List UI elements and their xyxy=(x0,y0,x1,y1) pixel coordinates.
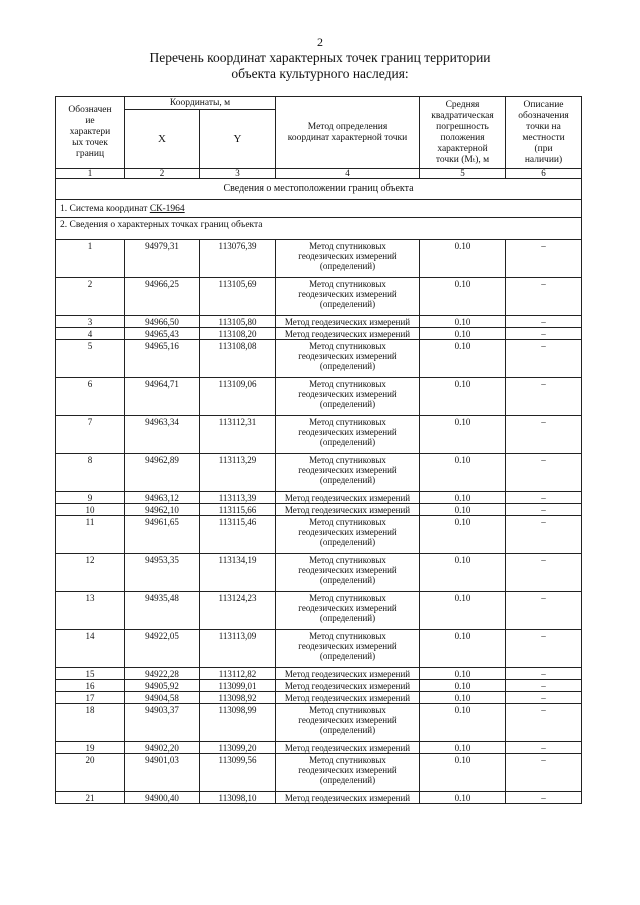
method-cell: Метод геодезических измерений xyxy=(276,328,420,340)
table-row xyxy=(56,454,582,492)
coordinate-system-cell xyxy=(56,200,582,218)
coordinate-system-row xyxy=(56,200,582,218)
method-cell: Метод спутниковых геодезических измерений (определений) xyxy=(276,454,420,492)
error-cell: 0.10 xyxy=(420,416,506,454)
points-header: 2. Сведения о характерных точках границ объекта xyxy=(56,218,582,240)
error-cell: 0.10 xyxy=(420,378,506,416)
x-coordinate-cell: 94903,37 xyxy=(125,704,200,742)
description-cell: – xyxy=(506,742,582,754)
point-number-cell: 8 xyxy=(56,454,125,492)
method-cell: Метод спутниковых геодезических измерений (определений) xyxy=(276,516,420,554)
description-cell: – xyxy=(506,240,582,278)
coordinate-system-name: СК-1964 xyxy=(149,203,185,214)
table-row xyxy=(56,668,582,680)
method-cell: Метод геодезических измерений xyxy=(276,692,420,704)
col-x-header: X xyxy=(125,110,200,169)
method-cell: Метод геодезических измерений xyxy=(276,742,420,754)
y-coordinate-cell: 113134,19 xyxy=(200,554,276,592)
y-coordinate-cell: 113109,06 xyxy=(200,378,276,416)
page-number: 2 xyxy=(317,35,323,49)
y-coordinate-cell: 113113,09 xyxy=(200,630,276,668)
description-cell: – xyxy=(506,328,582,340)
section-header: Сведения о местоположении границ объекта xyxy=(56,179,582,200)
error-cell: 0.10 xyxy=(420,692,506,704)
x-coordinate-cell: 94963,34 xyxy=(125,416,200,454)
table-row xyxy=(56,504,582,516)
table-row xyxy=(56,704,582,742)
y-coordinate-cell: 113099,20 xyxy=(200,742,276,754)
table-row xyxy=(56,240,582,278)
method-cell: Метод спутниковых геодезических измерений (определений) xyxy=(276,704,420,742)
x-coordinate-cell: 94901,03 xyxy=(125,754,200,792)
table-row xyxy=(56,680,582,692)
method-cell: Метод геодезических измерений xyxy=(276,504,420,516)
table-row xyxy=(56,630,582,668)
method-cell: Метод геодезических измерений xyxy=(276,792,420,804)
x-coordinate-cell: 94962,89 xyxy=(125,454,200,492)
point-number-cell: 18 xyxy=(56,704,125,742)
table-row xyxy=(56,316,582,328)
x-coordinate-cell: 94966,50 xyxy=(125,316,200,328)
x-coordinate-cell: 94904,58 xyxy=(125,692,200,704)
method-cell: Метод спутниковых геодезических измерений (определений) xyxy=(276,416,420,454)
y-coordinate-cell: 113076,39 xyxy=(200,240,276,278)
y-coordinate-cell: 113115,46 xyxy=(200,516,276,554)
table-row xyxy=(56,742,582,754)
point-number-cell: 11 xyxy=(56,516,125,554)
table-row xyxy=(56,278,582,316)
y-coordinate-cell: 113108,08 xyxy=(200,340,276,378)
point-number-cell: 10 xyxy=(56,504,125,516)
col-designation-header: Обозначен ие характери ых точек границ xyxy=(56,97,125,169)
method-cell: Метод геодезических измерений xyxy=(276,316,420,328)
x-coordinate-cell: 94965,16 xyxy=(125,340,200,378)
description-cell: – xyxy=(506,454,582,492)
point-number-cell: 9 xyxy=(56,492,125,504)
table-row xyxy=(56,340,582,378)
point-number-cell: 13 xyxy=(56,592,125,630)
point-number-cell: 16 xyxy=(56,680,125,692)
col-method-header: Метод определения координат характерной точки xyxy=(276,97,420,169)
point-number-cell: 20 xyxy=(56,754,125,792)
error-cell: 0.10 xyxy=(420,240,506,278)
x-coordinate-cell: 94961,65 xyxy=(125,516,200,554)
y-coordinate-cell: 113098,99 xyxy=(200,704,276,742)
method-cell: Метод геодезических измерений xyxy=(276,492,420,504)
point-number-cell: 6 xyxy=(56,378,125,416)
description-cell: – xyxy=(506,668,582,680)
error-cell: 0.10 xyxy=(420,554,506,592)
y-coordinate-cell: 113112,31 xyxy=(200,416,276,454)
table-row xyxy=(56,416,582,454)
description-cell: – xyxy=(506,504,582,516)
y-coordinate-cell: 113099,56 xyxy=(200,754,276,792)
method-cell: Метод спутниковых геодезических измерений (определений) xyxy=(276,240,420,278)
table-row xyxy=(56,328,582,340)
point-number-cell: 1 xyxy=(56,240,125,278)
column-number-row xyxy=(56,169,582,179)
x-coordinate-cell: 94935,48 xyxy=(125,592,200,630)
error-cell: 0.10 xyxy=(420,630,506,668)
error-cell: 0.10 xyxy=(420,316,506,328)
description-cell: – xyxy=(506,630,582,668)
table-row xyxy=(56,492,582,504)
y-coordinate-cell: 113105,69 xyxy=(200,278,276,316)
point-number-cell: 21 xyxy=(56,792,125,804)
description-cell: – xyxy=(506,340,582,378)
table-row xyxy=(56,754,582,792)
method-cell: Метод геодезических измерений xyxy=(276,668,420,680)
point-number-cell: 7 xyxy=(56,416,125,454)
table-row xyxy=(56,592,582,630)
y-coordinate-cell: 113124,23 xyxy=(200,592,276,630)
table-row xyxy=(56,692,582,704)
description-cell: – xyxy=(506,592,582,630)
description-cell: – xyxy=(506,792,582,804)
page-title-line-1: Перечень координат характерных точек границ территории xyxy=(149,50,491,65)
x-coordinate-cell: 94922,05 xyxy=(125,630,200,668)
point-number-cell: 19 xyxy=(56,742,125,754)
description-cell: – xyxy=(506,416,582,454)
error-cell: 0.10 xyxy=(420,278,506,316)
method-cell: Метод спутниковых геодезических измерений (определений) xyxy=(276,754,420,792)
y-coordinate-cell: 113113,29 xyxy=(200,454,276,492)
section-header-row xyxy=(56,179,582,200)
description-cell: – xyxy=(506,704,582,742)
x-coordinate-cell: 94963,12 xyxy=(125,492,200,504)
error-cell: 0.10 xyxy=(420,792,506,804)
description-cell: – xyxy=(506,378,582,416)
y-coordinate-cell: 113098,92 xyxy=(200,692,276,704)
points-header-row xyxy=(56,218,582,240)
description-cell: – xyxy=(506,692,582,704)
description-cell: – xyxy=(506,492,582,504)
col-y-header: Y xyxy=(200,110,276,169)
description-cell: – xyxy=(506,754,582,792)
y-coordinate-cell: 113098,10 xyxy=(200,792,276,804)
point-number-cell: 5 xyxy=(56,340,125,378)
description-cell: – xyxy=(506,554,582,592)
method-cell: Метод спутниковых геодезических измерений (определений) xyxy=(276,630,420,668)
x-coordinate-cell: 94965,43 xyxy=(125,328,200,340)
error-cell: 0.10 xyxy=(420,328,506,340)
point-number-cell: 2 xyxy=(56,278,125,316)
y-coordinate-cell: 113115,66 xyxy=(200,504,276,516)
x-coordinate-cell: 94962,10 xyxy=(125,504,200,516)
column-number: 4 xyxy=(276,169,420,179)
column-number: 6 xyxy=(506,169,582,179)
column-number: 1 xyxy=(56,169,125,179)
y-coordinate-cell: 113113,39 xyxy=(200,492,276,504)
x-coordinate-cell: 94905,92 xyxy=(125,680,200,692)
method-cell: Метод спутниковых геодезических измерений (определений) xyxy=(276,554,420,592)
column-number: 2 xyxy=(125,169,200,179)
point-number-cell: 14 xyxy=(56,630,125,668)
table-row xyxy=(56,554,582,592)
page-title xyxy=(0,50,640,82)
x-coordinate-cell: 94953,35 xyxy=(125,554,200,592)
col-coords-header: Координаты, м xyxy=(125,97,276,110)
column-header-row xyxy=(56,97,582,110)
y-coordinate-cell: 113108,20 xyxy=(200,328,276,340)
error-cell: 0.10 xyxy=(420,680,506,692)
error-cell: 0.10 xyxy=(420,754,506,792)
table-row xyxy=(56,792,582,804)
x-coordinate-cell: 94922,28 xyxy=(125,668,200,680)
error-cell: 0.10 xyxy=(420,340,506,378)
col-description-header: Описание обозначения точки на местности (при наличии) xyxy=(506,97,582,169)
point-number-cell: 12 xyxy=(56,554,125,592)
error-cell: 0.10 xyxy=(420,668,506,680)
point-number-cell: 15 xyxy=(56,668,125,680)
x-coordinate-cell: 94979,31 xyxy=(125,240,200,278)
method-cell: Метод спутниковых геодезических измерений (определений) xyxy=(276,278,420,316)
x-coordinate-cell: 94900,40 xyxy=(125,792,200,804)
column-number: 3 xyxy=(200,169,276,179)
description-cell: – xyxy=(506,278,582,316)
description-cell: – xyxy=(506,316,582,328)
y-coordinate-cell: 113105,80 xyxy=(200,316,276,328)
error-cell: 0.10 xyxy=(420,454,506,492)
point-number-cell: 17 xyxy=(56,692,125,704)
x-coordinate-cell: 94966,25 xyxy=(125,278,200,316)
coordinates-table xyxy=(55,96,582,804)
table-body xyxy=(56,240,582,804)
error-cell: 0.10 xyxy=(420,704,506,742)
description-cell: – xyxy=(506,516,582,554)
column-number: 5 xyxy=(420,169,506,179)
x-coordinate-cell: 94902,20 xyxy=(125,742,200,754)
error-cell: 0.10 xyxy=(420,492,506,504)
method-cell: Метод спутниковых геодезических измерений (определений) xyxy=(276,378,420,416)
table-row xyxy=(56,378,582,416)
y-coordinate-cell: 113099,01 xyxy=(200,680,276,692)
method-cell: Метод спутниковых геодезических измерений (определений) xyxy=(276,592,420,630)
col-error-header: Средняя квадратическая погрешность положения характерной точки (Mₜ), м xyxy=(420,97,506,169)
y-coordinate-cell: 113112,82 xyxy=(200,668,276,680)
coordinate-system-label: 1. Система координат xyxy=(60,203,150,214)
description-cell: – xyxy=(506,680,582,692)
point-number-cell: 3 xyxy=(56,316,125,328)
error-cell: 0.10 xyxy=(420,516,506,554)
x-coordinate-cell: 94964,71 xyxy=(125,378,200,416)
error-cell: 0.10 xyxy=(420,504,506,516)
table-row xyxy=(56,516,582,554)
page-title-line-2: объекта культурного наследия: xyxy=(231,66,409,81)
method-cell: Метод геодезических измерений xyxy=(276,680,420,692)
error-cell: 0.10 xyxy=(420,592,506,630)
point-number-cell: 4 xyxy=(56,328,125,340)
method-cell: Метод спутниковых геодезических измерений (определений) xyxy=(276,340,420,378)
error-cell: 0.10 xyxy=(420,742,506,754)
